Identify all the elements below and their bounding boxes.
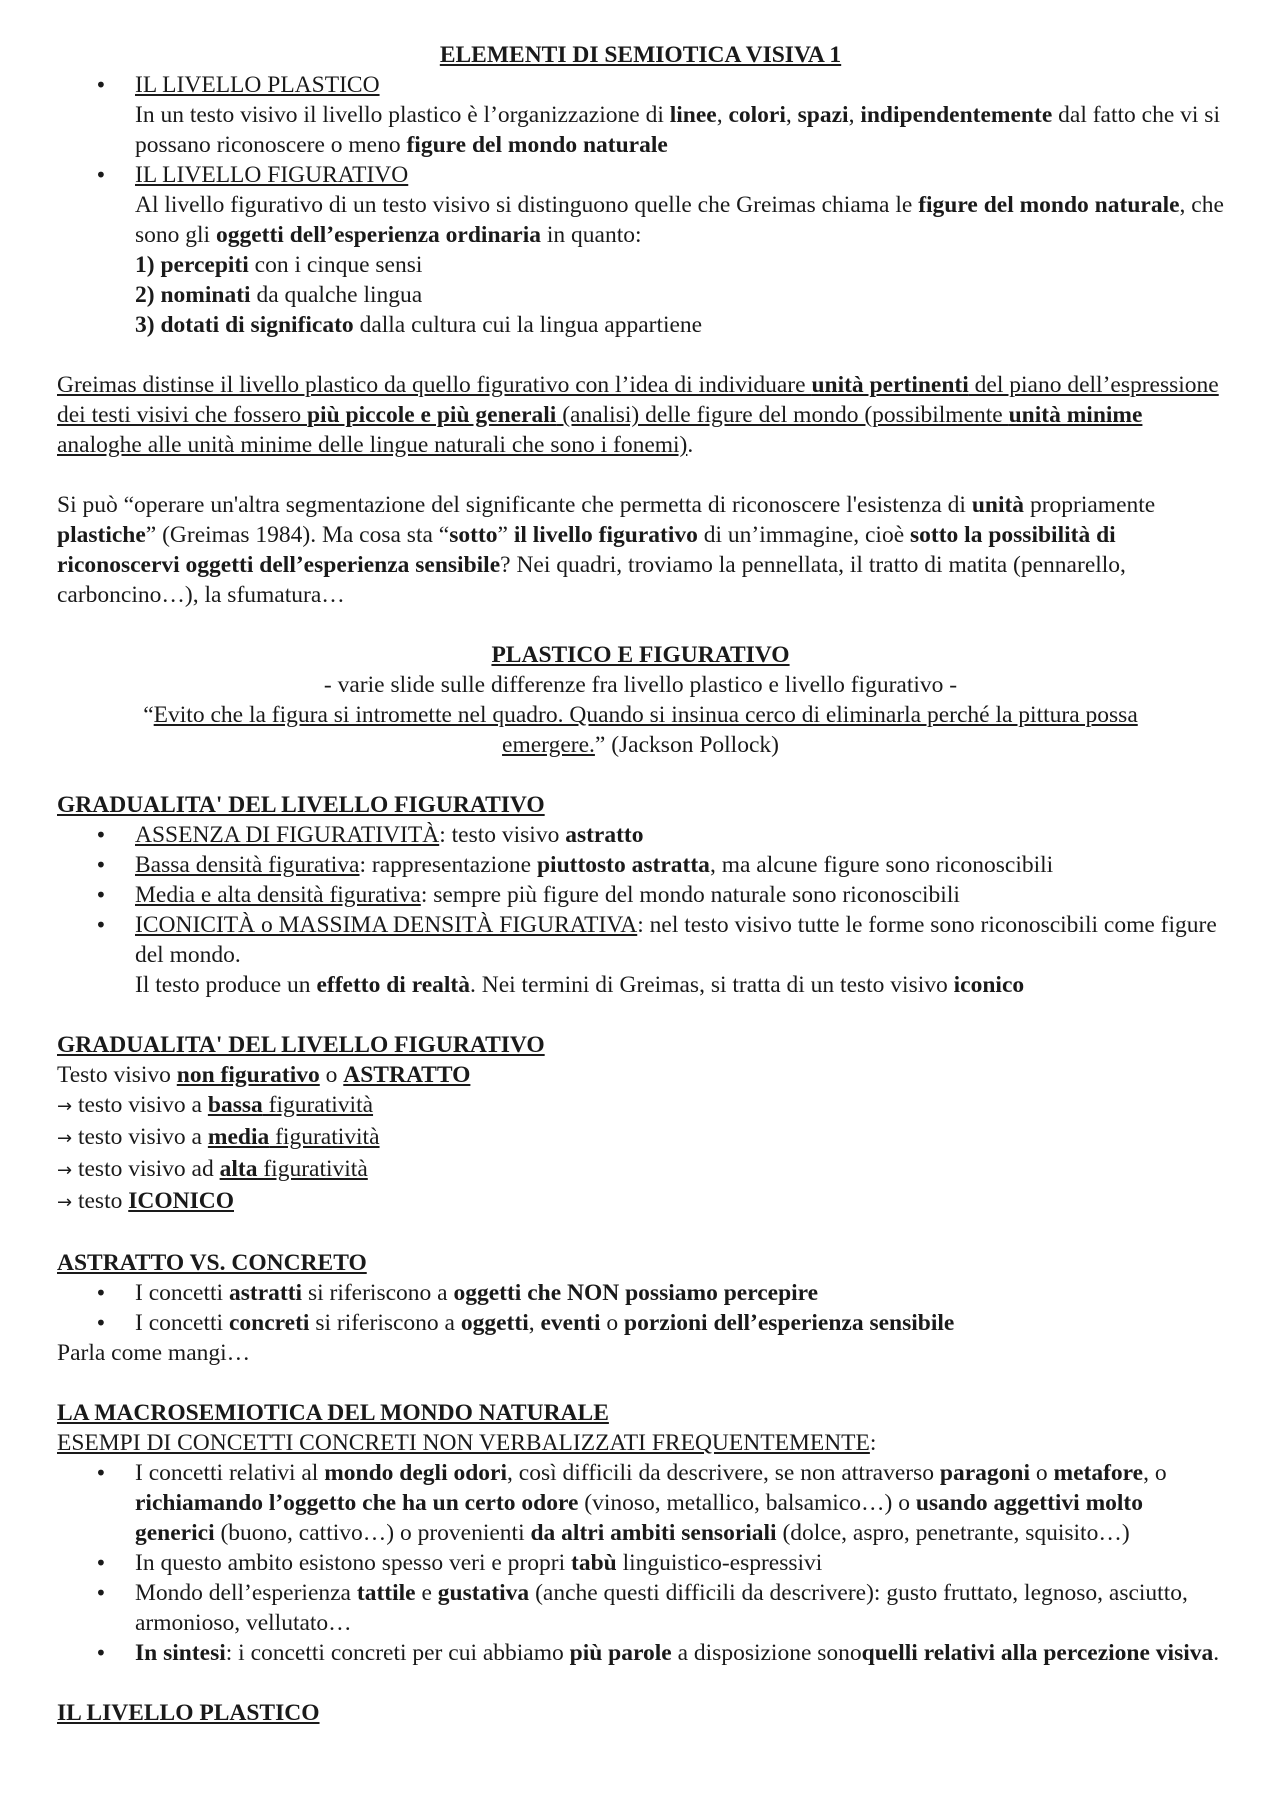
document-title: ELEMENTI DI SEMIOTICA VISIVA 1 (439, 42, 842, 68)
scale-line: → testo ICONICO (57, 1188, 234, 1214)
list-item: • In questo ambito esistono spesso veri e propri tabù linguistico-espressivi (57, 1548, 1224, 1578)
arrow-icon: → (57, 1128, 73, 1149)
list-item: • I concetti relativi al mondo degli odori, così difficili da descrivere, se non attraverso paragoni o metafore, o richiamando l’oggetto che ha un certo odore (vinoso, metallico, balsamico…) o usando aggettivi molto generici (buono, cattivo…) o provenienti da altri ambiti sensoriali (dolce, aspro, penetrante, squisito…) (57, 1458, 1224, 1548)
gradualita-title-2: GRADUALITA' DEL LIVELLO FIGURATIVO (57, 1032, 545, 1058)
list-item: • IL LIVELLO FIGURATIVO Al livello figurativo di un testo visivo si distinguono quelle che Greimas chiama le figure del mondo naturale, che sono gli oggetti dell’esperienza ordinaria in quanto: 1) percepiti con i cinque sensi 2) nominati da qualche lingua 3) dotati di significato dalla cultura cui la lingua appartiene (57, 160, 1224, 340)
macro-subtitle: ESEMPI DI CONCETTI CONCRETI NON VERBALIZZATI FREQUENTEMENTE: (57, 1430, 877, 1456)
greimas-paragraph: Greimas distinse il livello plastico da quello figurativo con l’idea di individuare unità pertinenti del piano dell’espressione dei testi visivi che fossero più piccole e più generali (analisi) delle figure del mondo (possibilmente unità minime analoghe alle unità minime delle lingue naturali che sono i fonemi). (57, 372, 1219, 458)
plastico-figurativo-subtitle: - varie slide sulle differenze fra livello plastico e livello figurativo - (323, 672, 958, 698)
arrow-icon: → (57, 1160, 73, 1181)
list-item: • Bassa densità figurativa: rappresentazione piuttosto astratta, ma alcune figure sono riconoscibili (57, 850, 1224, 880)
arrow-icon: → (57, 1096, 73, 1117)
list-item: • I concetti concreti si riferiscono a oggetti, eventi o porzioni dell’esperienza sensibile (57, 1308, 1224, 1338)
point-2: 2) nominati (135, 282, 251, 308)
point-3: 3) dotati di significato (135, 312, 354, 338)
list-item: • ASSENZA DI FIGURATIVITÀ: testo visivo astratto (57, 820, 1224, 850)
heading-figurativo: IL LIVELLO FIGURATIVO (135, 162, 409, 188)
macro-list (57, 1458, 1224, 1668)
heading-plastico: IL LIVELLO PLASTICO (135, 72, 380, 98)
astratto-footer: Parla come mangi… (57, 1340, 251, 1366)
pollock-quote: “Evito che la figura si intromette nel quadro. Quando si insinua cerco di eliminarla perché la pittura possa emergere.” (Jackson Pollock) (143, 702, 1138, 758)
gradualita-title-1: GRADUALITA' DEL LIVELLO FIGURATIVO (57, 792, 545, 818)
list-item: • Mondo dell’esperienza tattile e gustativa (anche questi difficili da descrivere): gusto fruttato, legnoso, asciutto, armonioso, vellutato… (57, 1578, 1224, 1638)
levels-list (57, 70, 1224, 340)
gradualita-list (57, 820, 1224, 1000)
scale-line: → testo visivo a bassa figuratività (57, 1092, 374, 1118)
final-heading: IL LIVELLO PLASTICO (57, 1700, 320, 1726)
scale-line: Testo visivo non figurativo o ASTRATTO (57, 1062, 471, 1088)
list-item: • In sintesi: i concetti concreti per cui abbiamo più parole a disposizione sonoquelli relativi alla percezione visiva. (57, 1638, 1224, 1668)
scale-line: → testo visivo ad alta figuratività (57, 1156, 368, 1182)
list-item: • IL LIVELLO PLASTICO In un testo visivo il livello plastico è l’organizzazione di linee, colori, spazi, indipendentemente dal fatto che vi si possano riconoscere o meno figure del mondo naturale (57, 70, 1224, 160)
list-item: • ICONICITÀ o MASSIMA DENSITÀ FIGURATIVA: nel testo visivo tutte le forme sono riconoscibili come figure del mondo. Il testo produce un effetto di realtà. Nei termini di Greimas, si tratta di un testo visivo iconico (57, 910, 1224, 1000)
list-item: • I concetti astratti si riferiscono a oggetti che NON possiamo percepire (57, 1278, 1224, 1308)
arrow-icon: → (57, 1192, 73, 1213)
point-1: 1) percepiti (135, 252, 249, 278)
scale-line: → testo visivo a media figuratività (57, 1124, 380, 1150)
macro-title: LA MACROSEMIOTICA DEL MONDO NATURALE (57, 1400, 609, 1426)
list-item: • Media e alta densità figurativa: sempre più figure del mondo naturale sono riconoscibili (57, 880, 1224, 910)
segmentation-paragraph: Si può “operare un'altra segmentazione del significante che permetta di riconoscere l'esistenza di unità propriamente plastiche” (Greimas 1984). Ma cosa sta “sotto” il livello figurativo di un’immagine, cioè sotto la possibilità di riconoscervi oggetti dell’esperienza sensibile? Nei quadri, troviamo la pennellata, il tratto di matita (pennarello, carboncino…), la sfumatura… (57, 492, 1156, 608)
plastico-figurativo-title: PLASTICO E FIGURATIVO (491, 642, 790, 668)
astratto-title: ASTRATTO VS. CONCRETO (57, 1250, 367, 1276)
astratto-list (57, 1278, 1224, 1338)
